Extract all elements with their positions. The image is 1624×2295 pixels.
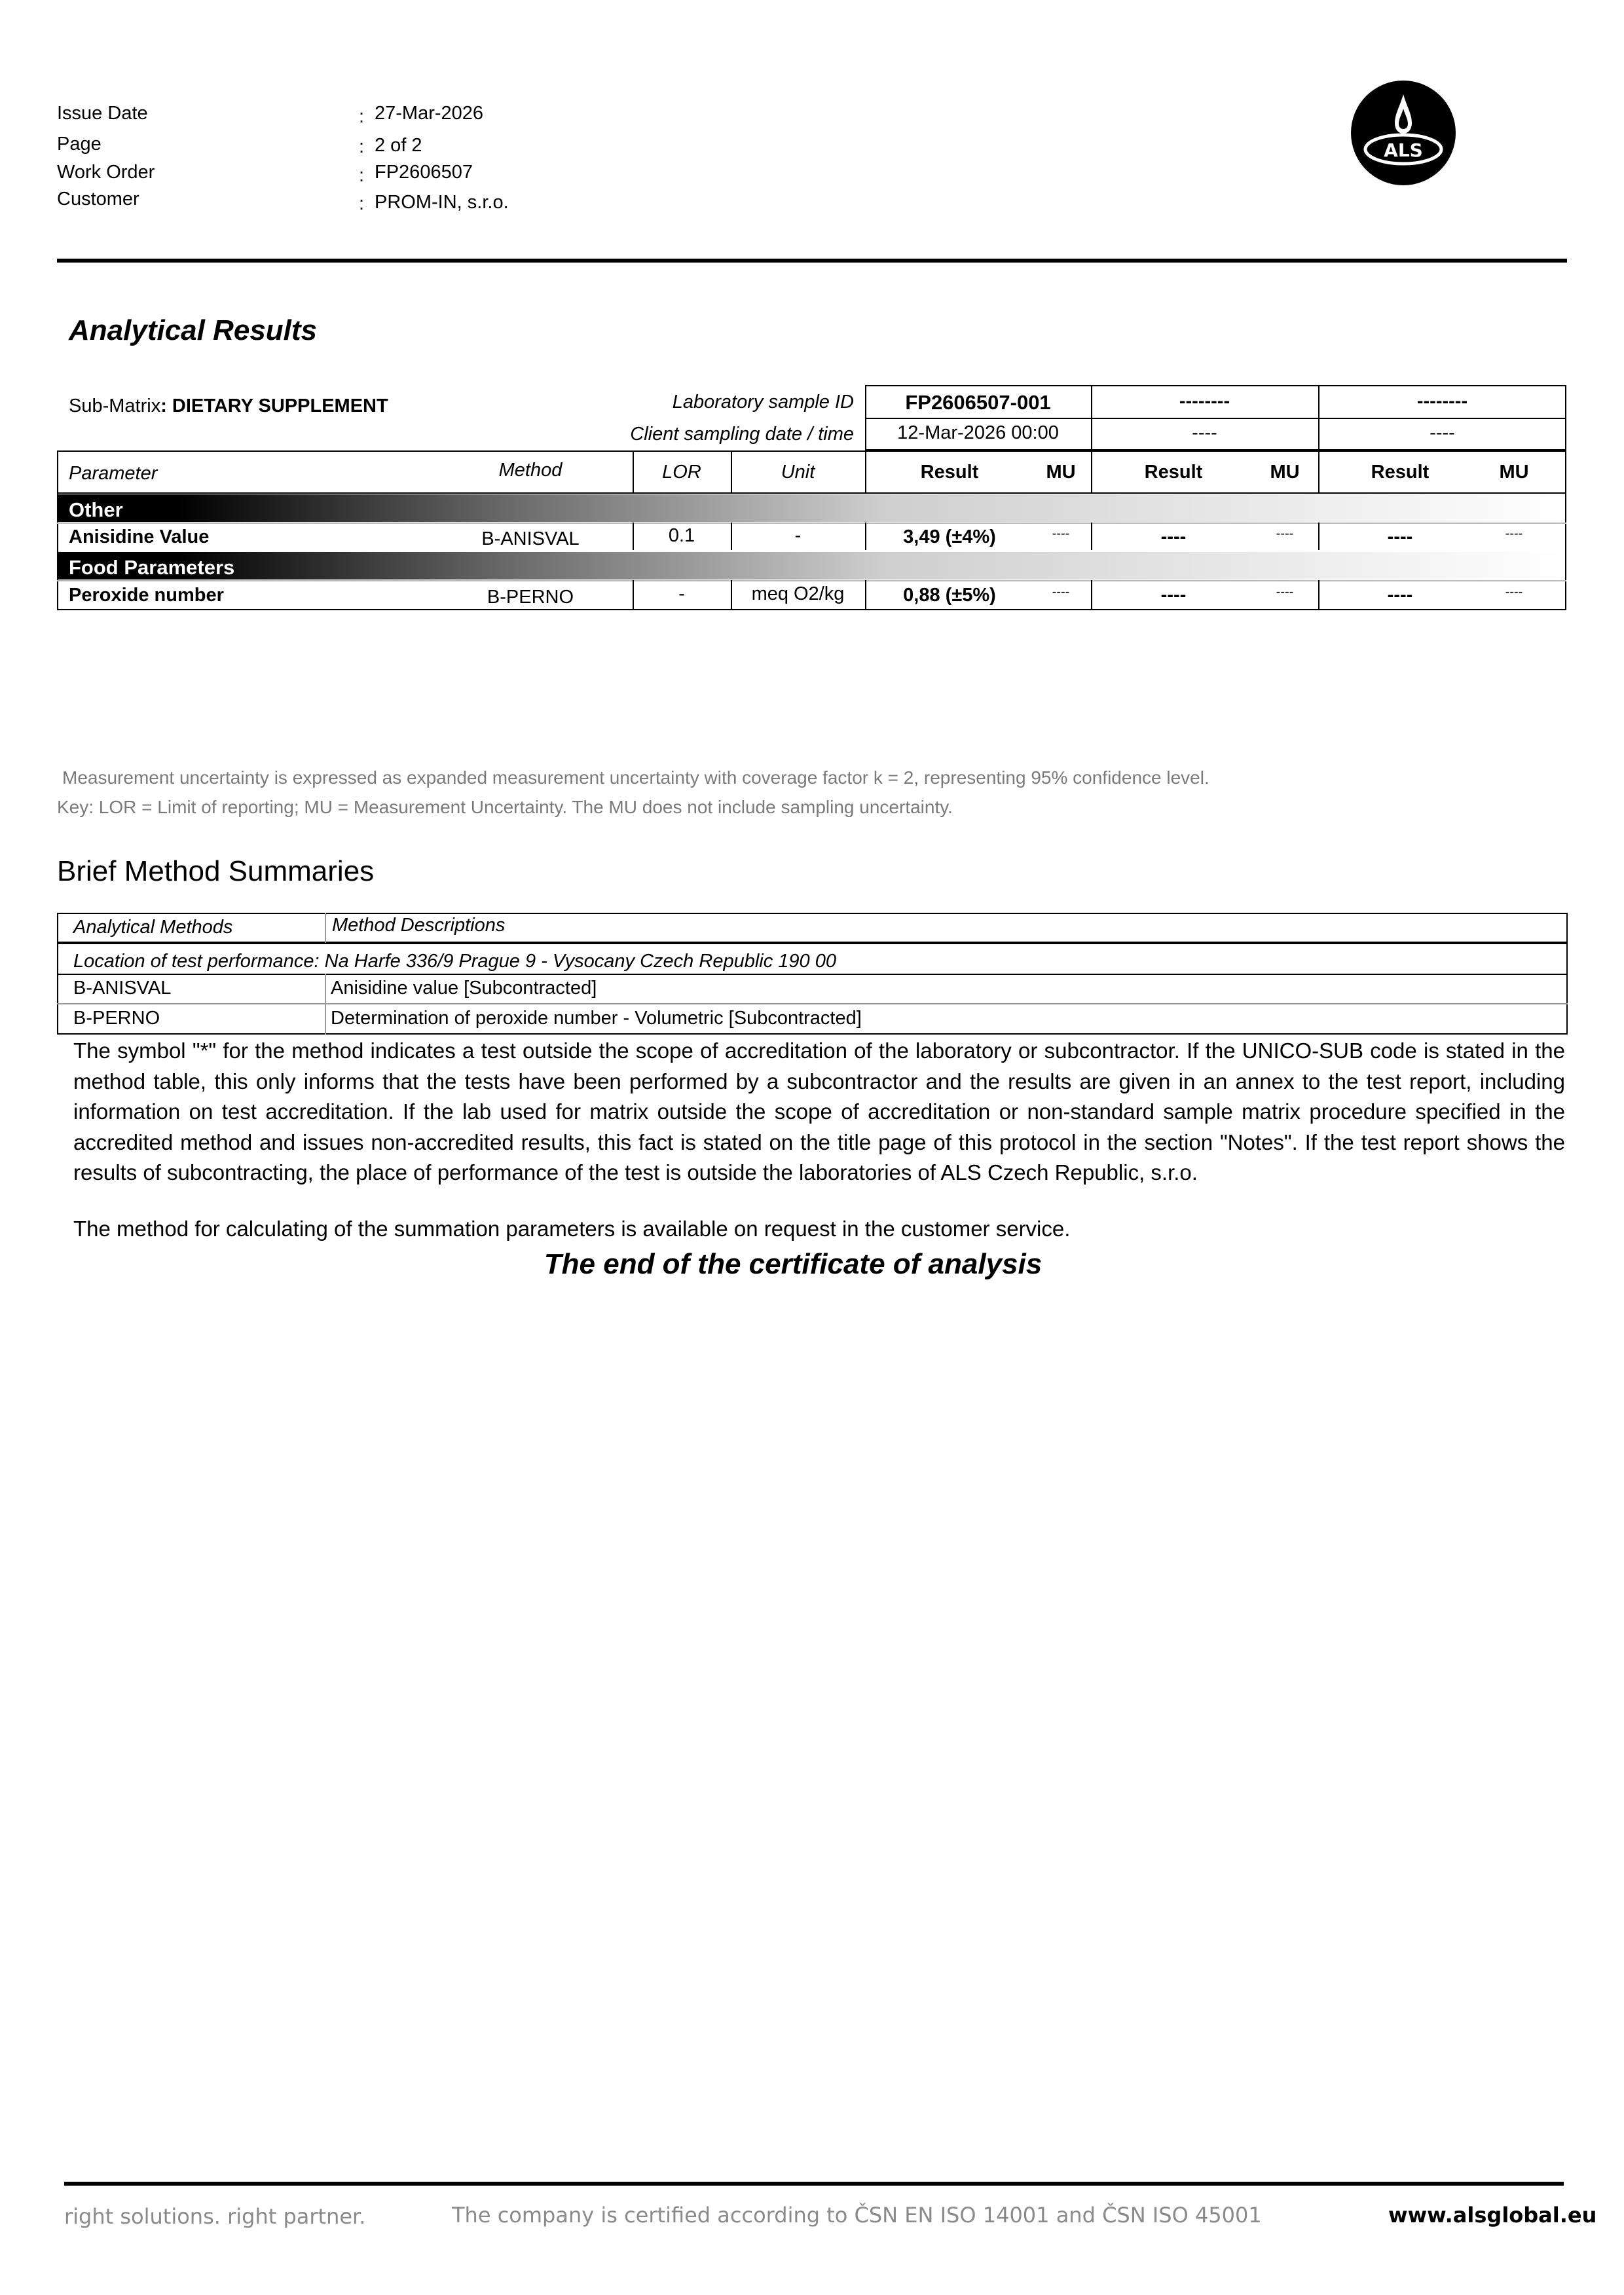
col-mu-3: MU xyxy=(1499,462,1529,483)
note-key: Key: LOR = Limit of reporting; MU = Measurement Uncertainty. The MU does not include sampling uncertainty. xyxy=(57,797,953,817)
sub-matrix-value: : DIETARY SUPPLEMENT xyxy=(160,395,388,416)
sub-matrix xyxy=(69,395,388,417)
page-value: 2 of 2 xyxy=(375,135,422,156)
work-order-value: FP2606507 xyxy=(375,162,473,183)
result-peroxide-3: ---- xyxy=(1387,585,1413,606)
client-sampling-label: Client sampling date / time xyxy=(630,424,854,445)
colon: : xyxy=(359,106,365,127)
sample-date-1: 12-Mar-2026 00:00 xyxy=(897,422,1059,443)
customer-label: Customer xyxy=(57,189,139,210)
mu-anisidine-1: ---- xyxy=(1052,526,1070,541)
param-anisidine: Anisidine Value xyxy=(69,526,210,547)
lor-peroxide: - xyxy=(678,583,685,604)
work-order-label: Work Order xyxy=(57,162,155,183)
customer-value: PROM-IN, s.r.o. xyxy=(375,192,509,213)
col-parameter: Parameter xyxy=(69,463,158,484)
result-anisidine-3: ---- xyxy=(1387,526,1413,547)
col-lor: LOR xyxy=(662,462,701,483)
page-label: Page xyxy=(57,134,101,155)
group-label-other: Other xyxy=(69,498,123,521)
test-location: Location of test performance: Na Harfe 336/9 Prague 9 - Vysocany Czech Republic 190 00 xyxy=(73,951,836,972)
header-divider xyxy=(57,259,1567,263)
col-result-3: Result xyxy=(1371,462,1430,483)
method-peroxide: B-PERNO xyxy=(487,587,574,608)
result-peroxide-2: ---- xyxy=(1160,585,1187,606)
accreditation-paragraph: The symbol "*" for the method indicates a test outside the scope of accreditation of the laboratory or subcontractor. If the UNICO-SUB code is stated in the method table, this only informs that the tests have been performed by a subcontractor and the results are given in an annex to the test report, including information on test accreditation. If the lab used for matrix outside the scope of accreditation or non-standard sample matrix procedure specified in the accredited method and issues non-accredited results, this fact is stated on the title page of this protocol in the section "Notes". If the test report shows the results of subcontracting, the place of performance of the test is outside the laboratories of ALS Czech Republic, s.r.o. xyxy=(73,1038,1565,1184)
method-desc-perno: Determination of peroxide number - Volumetric [Subcontracted] xyxy=(331,1008,862,1029)
sub-matrix-label: Sub-Matrix xyxy=(69,395,161,416)
col-mu-2: MU xyxy=(1270,462,1300,483)
footer-slogan: right solutions. right partner. xyxy=(64,2204,366,2229)
footer-website-link[interactable]: www.alsglobal.eu xyxy=(1388,2203,1597,2228)
result-anisidine-2: ---- xyxy=(1160,526,1187,547)
colon: : xyxy=(359,165,365,186)
param-peroxide: Peroxide number xyxy=(69,585,224,606)
logo-text: ALS xyxy=(1384,139,1423,161)
summation-paragraph: The method for calculating of the summation parameters is available on request in the customer service. xyxy=(73,1217,1071,1241)
mu-peroxide-2: ---- xyxy=(1276,585,1294,599)
sample-date-2: ---- xyxy=(1192,422,1217,443)
colon: : xyxy=(359,136,365,157)
unit-peroxide: meq O2/kg xyxy=(751,583,845,604)
unit-anisidine: - xyxy=(794,525,802,546)
mu-peroxide-1: ---- xyxy=(1052,585,1070,599)
lab-sample-id-label: Laboratory sample ID xyxy=(672,392,854,413)
issue-date-value: 27-Mar-2026 xyxy=(375,103,484,124)
footer-certification: The company is certified according to ČSN EN ISO 14001 and ČSN ISO 45001 xyxy=(452,2203,1262,2228)
group-bar-other xyxy=(58,494,1565,522)
method-code-perno: B-PERNO xyxy=(73,1008,160,1029)
note-uncertainty: Measurement uncertainty is expressed as expanded measurement uncertainty with coverage factor k = 2, representing 95% confidence level. xyxy=(62,767,1209,788)
result-peroxide-1: 0,88 (±5%) xyxy=(903,585,996,606)
col-result-1: Result xyxy=(920,462,979,483)
sample-id-2: -------- xyxy=(1179,391,1230,412)
analytical-results-title: Analytical Results xyxy=(69,314,318,346)
method-desc-anisval: Anisidine value [Subcontracted] xyxy=(331,978,597,999)
footer-divider xyxy=(64,2182,1564,2186)
group-label-food-parameters: Food Parameters xyxy=(69,556,235,579)
mu-anisidine-2: ---- xyxy=(1276,526,1294,541)
col-analytical-methods: Analytical Methods xyxy=(73,917,233,938)
lor-anisidine: 0.1 xyxy=(668,525,695,546)
sample-id-1: FP2606507-001 xyxy=(905,391,1051,414)
issue-date-label: Issue Date xyxy=(57,103,148,124)
method-anisidine: B-ANISVAL xyxy=(481,528,580,549)
sample-id-3: -------- xyxy=(1416,391,1468,412)
col-mu-1: MU xyxy=(1046,462,1076,483)
brief-method-summaries-title: Brief Method Summaries xyxy=(57,855,375,887)
col-method: Method xyxy=(498,460,563,481)
mu-anisidine-3: ---- xyxy=(1505,526,1523,541)
mu-peroxide-3: ---- xyxy=(1505,585,1523,599)
als-logo xyxy=(1350,80,1456,186)
col-unit: Unit xyxy=(781,462,815,483)
group-bar-food-parameters xyxy=(58,552,1565,579)
method-code-anisval: B-ANISVAL xyxy=(73,978,172,999)
sample-date-3: ---- xyxy=(1430,422,1455,443)
col-method-descriptions: Method Descriptions xyxy=(332,915,506,936)
col-result-2: Result xyxy=(1144,462,1203,483)
colon: : xyxy=(359,193,365,214)
result-anisidine-1: 3,49 (±4%) xyxy=(903,526,996,547)
end-of-certificate-title: The end of the certificate of analysis xyxy=(544,1248,1043,1280)
